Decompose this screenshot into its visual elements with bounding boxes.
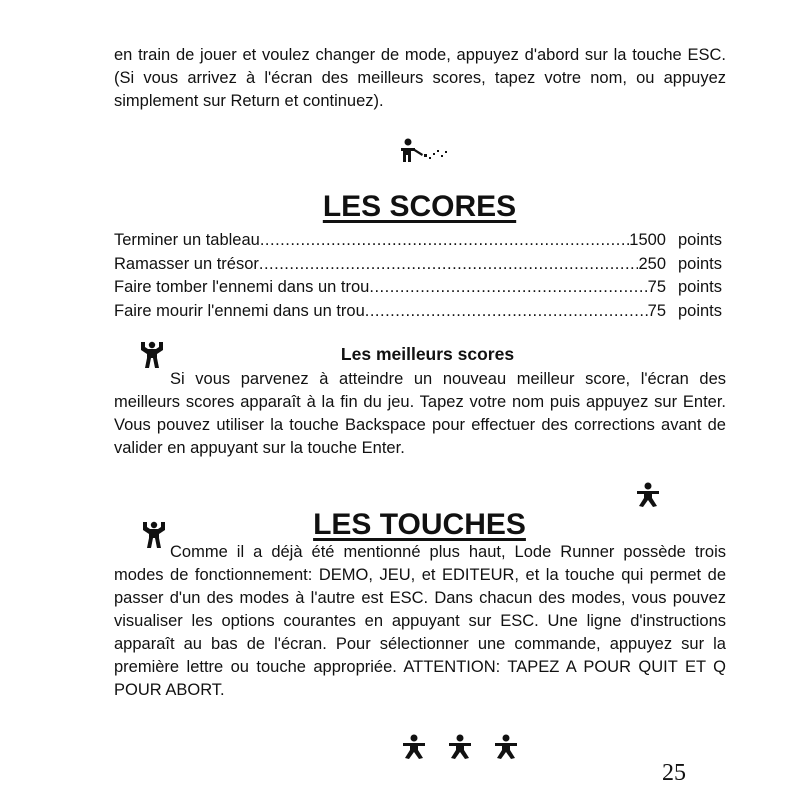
- keys-text: Comme il a déjà été mentionné plus haut, Lode Runner possède trois modes de fonctionnement: DEMO, JEU, et EDITEUR, et la touche qui permet de passer d'un des modes à l'autre est ESC. Dans chacun des modes, vous pouvez visualiser les options courantes en appuyant sur ESC. Une ligne d'instructions apparaît au bas de l'écran. Pour sélectionner une commande, appuyez sur la première lettre ou touche appropriée. ATTENTION: TAPEZ A POUR QUIT ET Q POUR ABORT.: [114, 543, 726, 699]
- score-label: Faire mourir l'ennemi dans un trou: [114, 301, 365, 320]
- dot-leader: [260, 229, 629, 253]
- score-row: [114, 253, 722, 277]
- score-unit: points: [677, 278, 722, 296]
- dot-leader: [365, 300, 648, 324]
- score-unit: points: [677, 254, 722, 273]
- score-label: Ramasser un trésor: [114, 254, 259, 273]
- jumping-runner-icon: [494, 734, 518, 760]
- best-scores-heading: Les meilleurs scores: [340, 344, 515, 364]
- best-scores-paragraph: [114, 368, 726, 460]
- score-value: 1500: [629, 231, 666, 249]
- best-scores-text: Si vous parvenez à atteindre un nouveau meilleur score, l'écran des meilleurs scores apparaît à la fin du jeu. Tapez votre nom puis appuyez sur Enter. Vous pouvez utiliser la touche Backspace pour effectuer des corrections avant de valider en appuyant sur la touche Enter.: [114, 370, 726, 457]
- dot-leader: [259, 253, 639, 277]
- keys-paragraph: [114, 541, 726, 702]
- score-row: [114, 300, 722, 324]
- keys-heading: LES TOUCHES: [313, 508, 526, 541]
- score-value: 250: [638, 254, 666, 273]
- score-unit: points: [677, 231, 722, 249]
- intro-paragraph: en train de jouer et voulez changer de mode, appuyez d'abord sur la touche ESC. (Si vous arrivez à l'écran des meilleurs scores, tapez votre nom, ou appuyez simplement sur Return et continuez).: [114, 46, 726, 110]
- jumping-runner-icon: [636, 482, 660, 508]
- score-row: [114, 229, 722, 253]
- scores-heading: LES SCORES: [322, 190, 517, 223]
- score-unit: points: [677, 301, 722, 320]
- page-number: 25: [662, 760, 686, 786]
- score-label: Terminer un tableau: [114, 231, 260, 249]
- jumping-runner-icon: [402, 734, 426, 760]
- score-row: [114, 276, 722, 300]
- score-list: [114, 229, 722, 323]
- score-label: Faire tomber l'ennemi dans un trou: [114, 278, 370, 296]
- score-value: 75: [647, 278, 666, 296]
- jumping-runner-icon: [448, 734, 472, 760]
- dot-leader: [369, 276, 647, 300]
- score-value: 75: [647, 301, 666, 320]
- digger-runner-icon: [398, 138, 454, 164]
